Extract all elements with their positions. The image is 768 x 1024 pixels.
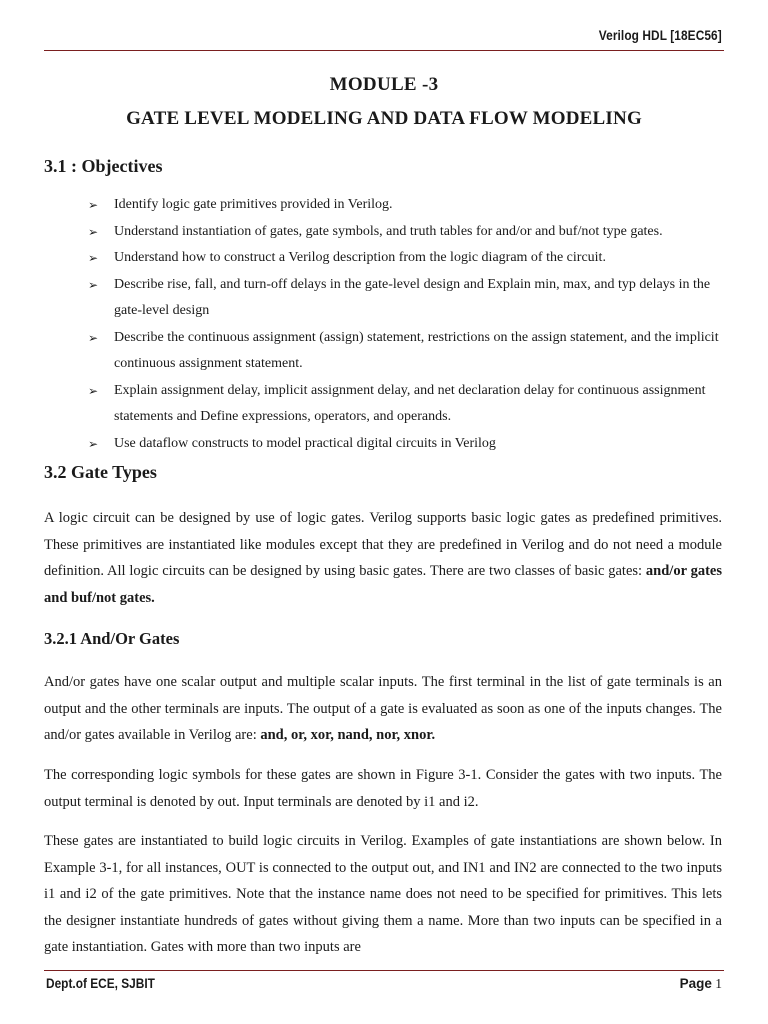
- gate-types-heading: 3.2 Gate Types: [44, 462, 157, 482]
- and-or-paragraph-1: And/or gates have one scalar output and multiple scalar inputs. The first terminal in the list of gate terminals is an output and the other terminals are inputs. The output of a gate is evaluated as soon as one of the inputs changes. The and/or gates available in Verilog are: and, or, xor, nand, nor, xnor.: [44, 674, 722, 743]
- objectives-heading: 3.1 : Objectives: [44, 156, 163, 176]
- and-or-paragraph-3: These gates are instantiated to build logic circuits in Verilog. Examples of gate instantiations are shown below. In Example 3-1, for all instances, OUT is connected to the output out, and IN1 and IN2 are connected to the two inputs i1 and i2 of the gate primitives. Note that the instance name does not need to be specified for primitives. This lets the designer instantiate hundreds of gates without giving them a name. More than two inputs can be specified in a gate instantiation. Gates with more than two inputs are: [44, 833, 722, 955]
- department-label: Dept.of ECE, SJBIT: [46, 976, 155, 991]
- arrowhead-bullet-icon: ➢: [88, 436, 99, 451]
- and-or-paragraph-2: The corresponding logic symbols for these gates are shown in Figure 3-1. Consider the gates with two inputs. The output terminal is denoted by out. Input terminals are denoted by i1 and i2.: [44, 767, 722, 810]
- module-subtitle: GATE LEVEL MODELING AND DATA FLOW MODELING: [126, 108, 642, 129]
- list-item: ➢ Describe the continuous assignment (assign) statement, restrictions on the assign statement, and the implicit continuous assignment statement.: [88, 325, 724, 378]
- arrowhead-bullet-icon: ➢: [88, 251, 99, 265]
- list-item: ➢ Understand how to construct a Verilog description from the logic diagram of the circuit.: [88, 245, 724, 272]
- page-header: [44, 24, 724, 51]
- arrowhead-bullet-icon: ➢: [88, 277, 99, 292]
- arrowhead-bullet-icon: ➢: [88, 383, 99, 398]
- course-title: Verilog HDL [18EC56]: [598, 28, 722, 43]
- list-item: ➢ Identify logic gate primitives provided in Verilog.: [88, 192, 724, 219]
- list-item: ➢ Use dataflow constructs to model practical digital circuits in Verilog: [88, 431, 724, 458]
- arrowhead-bullet-icon: ➢: [88, 198, 99, 212]
- list-item: ➢ Describe rise, fall, and turn-off delays in the gate-level design and Explain min, max, and typ delays in the gate-level design: [88, 272, 724, 325]
- and-or-heading: 3.2.1 And/Or Gates: [44, 629, 180, 648]
- list-item: ➢ Explain assignment delay, implicit assignment delay, and net declaration delay for continuous assignment statements and Define expressions, operators, and operands.: [88, 378, 724, 431]
- arrowhead-bullet-icon: ➢: [88, 330, 99, 345]
- gate-types-paragraph: A logic circuit can be designed by use of logic gates. Verilog supports basic logic gates as predefined primitives. These primitives are instantiated like modules except that they are predefined in Verilog and do not need a module definition. All logic circuits can be designed by using basic gates. There are two classes of basic gates: and/or gates and buf/not gates.: [44, 510, 722, 606]
- arrowhead-bullet-icon: ➢: [88, 224, 99, 239]
- list-item: ➢ Understand instantiation of gates, gate symbols, and truth tables for and/or and buf/not type gates.: [88, 219, 724, 246]
- page-footer: [44, 970, 724, 997]
- module-title: MODULE -3: [329, 74, 439, 95]
- page-number: Page 1: [679, 976, 722, 991]
- objectives-list: [88, 192, 724, 457]
